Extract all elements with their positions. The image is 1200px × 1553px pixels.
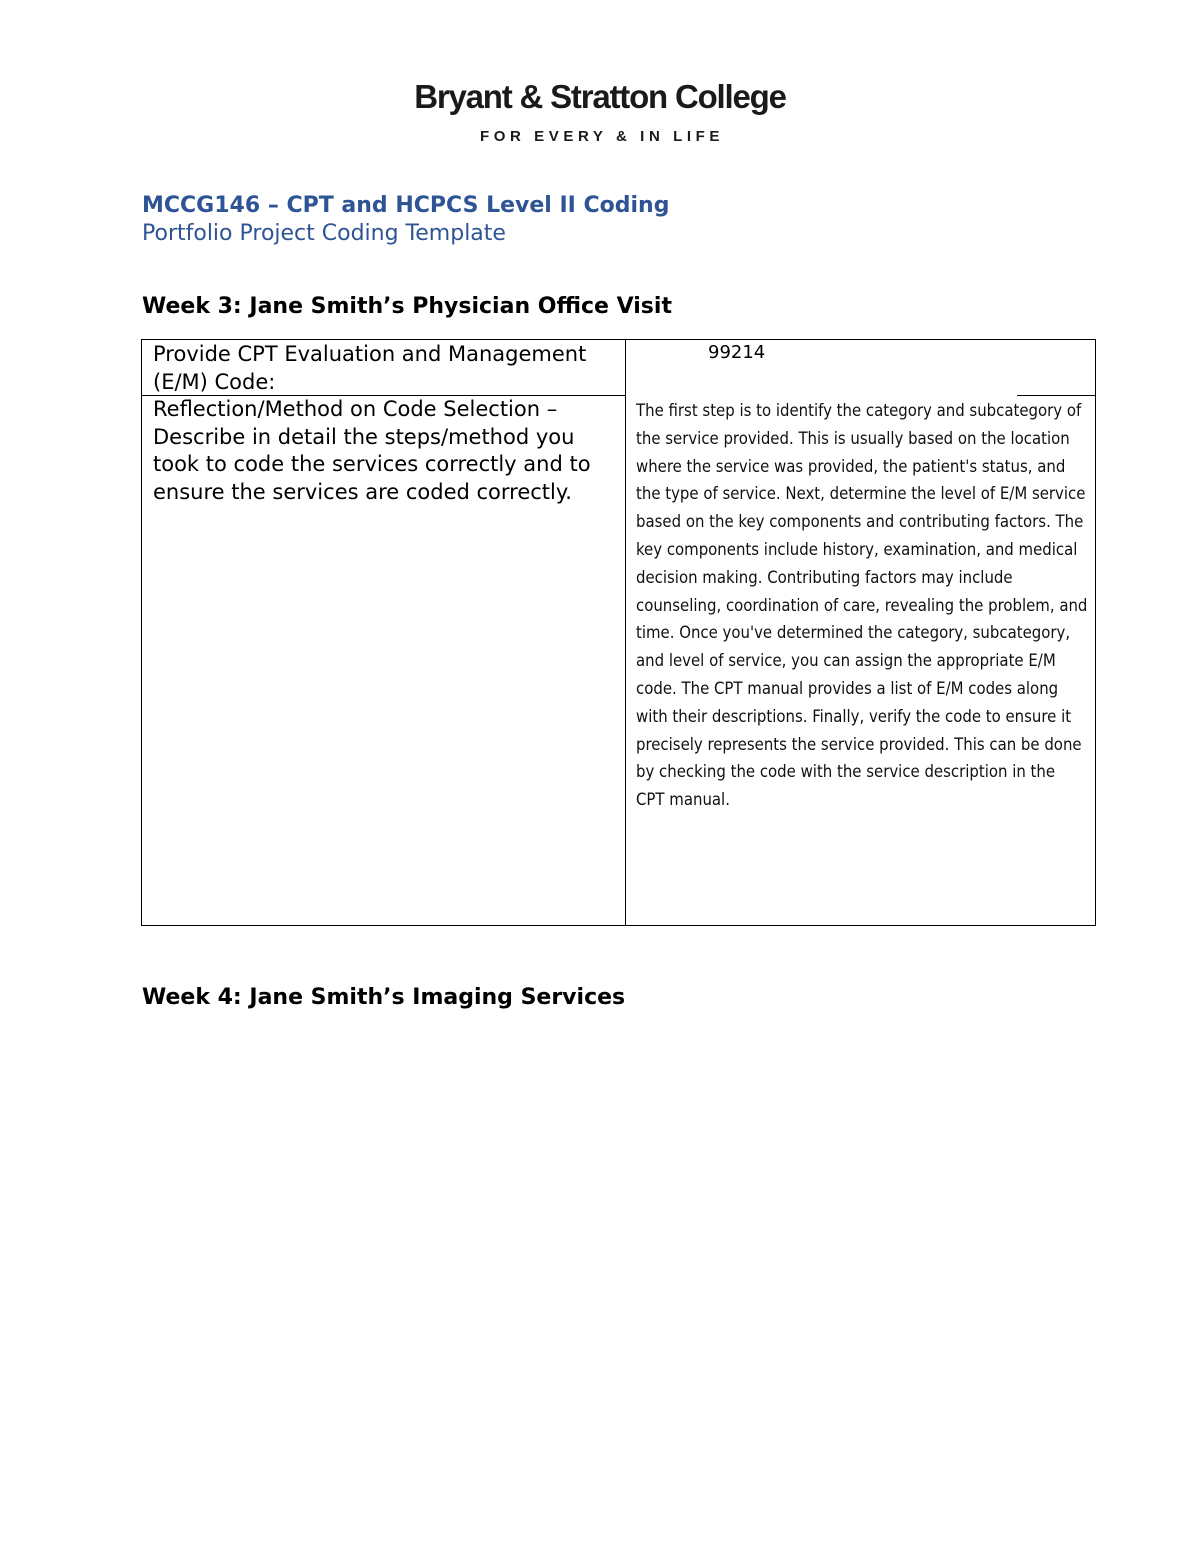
course-subtitle: Portfolio Project Coding Template bbox=[142, 221, 506, 246]
reflection-label: Reflection/Method on Code Selection – Describe in detail the steps/method you took to code the services correctly and to ensure the services are coded correctly. bbox=[153, 397, 591, 504]
college-logo bbox=[0, 78, 1200, 145]
em-code-value[interactable]: 99214 bbox=[708, 342, 766, 363]
logo-name: Bryant & Stratton College bbox=[414, 78, 786, 115]
em-code-label: Provide CPT Evaluation and Management (E/M) Code: bbox=[153, 342, 587, 394]
logo-tagline: FOR EVERY & IN LIFE bbox=[479, 128, 725, 145]
reflection-text[interactable]: The first step is to identify the category and subcategory of the service provided. This is usually based on the location where the service was provided, the patient's status, and the type of service. Next, determine the level of E/M service based on the key components and contributing factors. The key components include history, examination, and medical decision making. Contributing factors may include counseling, coordination of care, revealing the problem, and time. Once you've determined the category, subcategory, and level of service, you can assign the appropriate E/M code. The CPT manual provides a list of E/M codes along with their descriptions. Finally, verify the code to ensure it precisely represents the service provided. This can be done by checking the code with the service description in the CPT manual. bbox=[636, 401, 1088, 810]
week4-heading: Week 4: Jane Smith’s Imaging Services bbox=[142, 985, 626, 1010]
table-column-divider bbox=[625, 339, 626, 926]
table-row-divider-right bbox=[1017, 395, 1096, 396]
course-title: MCCG146 – CPT and HCPCS Level II Coding bbox=[142, 193, 670, 218]
week3-coding-table bbox=[141, 339, 1096, 926]
week3-heading: Week 3: Jane Smith’s Physician Office Visit bbox=[142, 294, 672, 319]
